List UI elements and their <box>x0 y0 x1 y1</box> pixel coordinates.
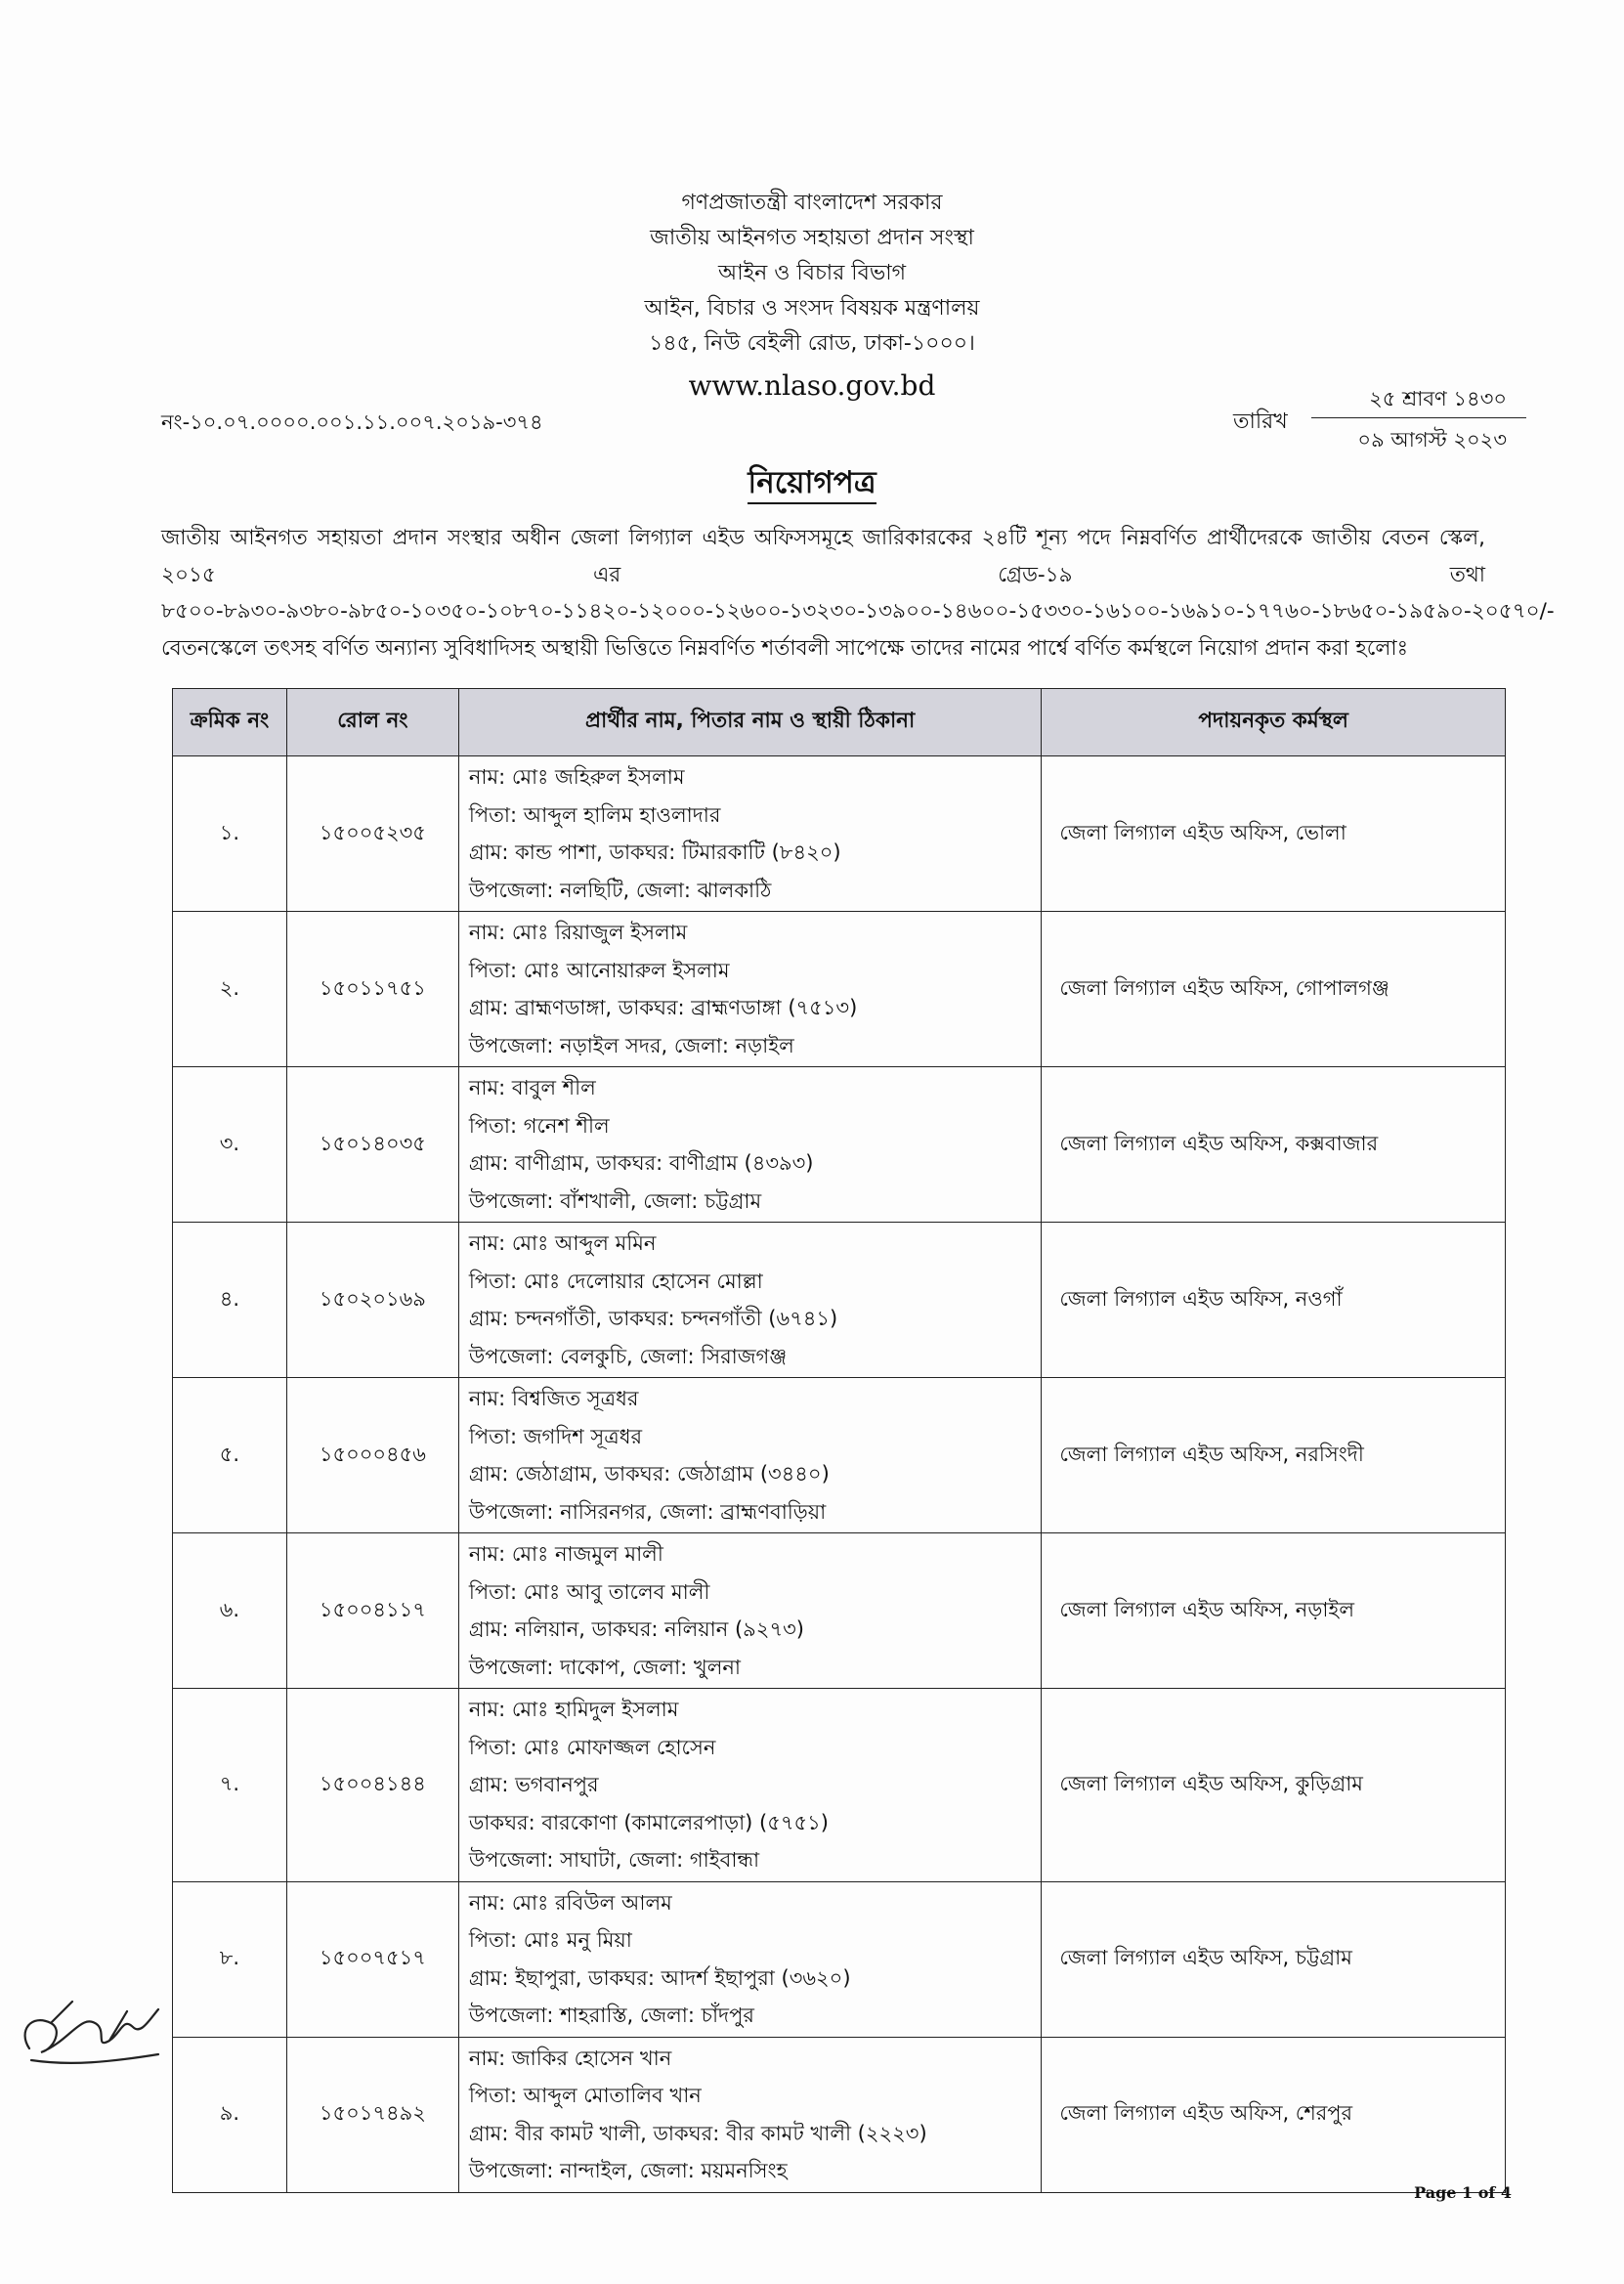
table-row <box>173 1533 1506 1689</box>
table-row <box>173 1881 1506 2037</box>
upazila-district: উপজেলা: সাঘাটা, জেলা: গাইবান্ধা <box>468 1848 760 1872</box>
serial-cell: ৮. <box>173 1881 287 2037</box>
upazila-district: উপজেলা: শাহরাস্তি, জেলা: চাঁদপুর <box>468 2004 754 2027</box>
serial-cell: ৯. <box>173 2037 287 2192</box>
table-row <box>173 2037 1506 2192</box>
father-name: পিতা: মোঃ মনু মিয়া <box>468 1928 632 1952</box>
letterhead <box>0 186 1624 409</box>
candidate-name: নাম: মোঃ হামিদুল ইসলাম <box>468 1698 679 1721</box>
header-candidate-details: প্রার্থীর নাম, পিতার নাম ও স্থায়ী ঠিকানা <box>458 689 1042 756</box>
upazila-district: উপজেলা: বেলকুচি, জেলা: সিরাজগঞ্জ <box>468 1344 788 1368</box>
upazila-district: উপজেলা: নলছিটি, জেলা: ঝালকাঠি <box>468 878 772 902</box>
village-post: গ্রাম: বাণীগ্রাম, ডাকঘর: বাণীগ্রাম (৪৩৯৩) <box>468 1151 814 1175</box>
upazila-district: উপজেলা: নান্দাইল, জেলা: ময়মনসিংহ <box>468 2159 788 2182</box>
village-post: গ্রাম: নলিয়ান, ডাকঘর: নলিয়ান (৯২৭৩) <box>468 1617 804 1641</box>
serial-cell: ৩. <box>173 1067 287 1223</box>
posting-cell: জেলা লিগ্যাল এইড অফিস, নরসিংদী <box>1042 1378 1506 1533</box>
candidate-details-cell <box>458 912 1042 1067</box>
candidate-details-cell <box>458 1881 1042 2037</box>
header-line-organization: জাতীয় আইনগত সহায়তা প্রদান সংস্থা <box>650 226 974 250</box>
memo-number: নং-১০.০৭.০০০০.০০১.১১.০০৭.২০১৯-৩৭৪ <box>161 410 543 434</box>
date-divider <box>1311 417 1526 418</box>
village-post: গ্রাম: চন্দনগাঁতী, ডাকঘর: চন্দনগাঁতী (৬৭৪১) <box>468 1307 838 1330</box>
table-row <box>173 1378 1506 1533</box>
intro-paragraph: জাতীয় আইনগত সহায়তা প্রদান সংস্থার অধীন জেলা লিগ্যাল এইড অফিসসমূহে জারিকারকের ২৪টি শূন্য পদে নিম্নবর্ণিত প্রার্থীদেরকে জাতীয় বেতন স্কেল, ২০১৫ এর গ্রেড-১৯ তথা ৮৫০০-৮৯৩০-৯৩৮০-৯৮৫০-১০৩৫০-১০৮৭০-১১৪২০-১২০০০-১২৬০০-১৩২৩০-১৩৯০০-১৪৬০০-১৫৩৩০-১৬১০০-১৬৯১০-১৭৭৬০-১৮৬৫০-১৯৫৯০-২০৫৭০/- বেতনস্কেলে তৎসহ বর্ণিত অন্যান্য সুবিধাদিসহ অস্থায়ী ভিত্তিতে নিম্নবর্ণিত শর্তাবলী সাপেক্ষে তাদের নামের পার্শ্বে বর্ণিত কর্মস্থলে নিয়োগ প্রদান করা হলোঃ <box>161 526 1555 661</box>
table-row <box>173 912 1506 1067</box>
roll-cell: ১৫০১১৭৫১ <box>286 912 458 1067</box>
candidate-name: নাম: বাবুল শীল <box>468 1076 596 1099</box>
serial-cell: ৪. <box>173 1223 287 1378</box>
candidate-details-cell <box>458 2037 1042 2192</box>
candidate-name: নাম: মোঃ আব্দুল মমিন <box>468 1231 657 1255</box>
serial-cell: ১. <box>173 756 287 912</box>
table-row <box>173 1223 1506 1378</box>
serial-cell: ২. <box>173 912 287 1067</box>
posting-cell: জেলা লিগ্যাল এইড অফিস, ভোলা <box>1042 756 1506 912</box>
father-name: পিতা: আব্দুল মোতালিব খান <box>468 2084 702 2107</box>
roll-cell: ১৫০০৫২৩৫ <box>286 756 458 912</box>
candidate-details-cell <box>458 1533 1042 1689</box>
date-label: তারিখ <box>1233 409 1288 434</box>
document-title <box>0 459 1624 510</box>
village-post: গ্রাম: কান্ড পাশা, ডাকঘর: টিমারকাটি (৮৪২০) <box>468 840 841 864</box>
upazila-district: উপজেলা: নড়াইল সদর, জেলা: নড়াইল <box>468 1033 794 1057</box>
candidate-details-cell <box>458 1689 1042 1882</box>
roll-cell: ১৫০০৭৫১৭ <box>286 1881 458 2037</box>
posting-cell: জেলা লিগ্যাল এইড অফিস, কুড়িগ্রাম <box>1042 1689 1506 1882</box>
roll-cell: ১৫০১৪০৩৫ <box>286 1067 458 1223</box>
header-website: www.nlaso.gov.bd <box>688 369 936 402</box>
posting-cell: জেলা লিগ্যাল এইড অফিস, নওগাঁ <box>1042 1223 1506 1378</box>
village-post: গ্রাম: ইছাপুরা, ডাকঘর: আদর্শ ইছাপুরা (৩৬২০) <box>468 1965 851 1990</box>
posting-cell: জেলা লিগ্যাল এইড অফিস, চট্টগ্রাম <box>1042 1881 1506 2037</box>
table-row <box>173 1067 1506 1223</box>
candidate-name: নাম: জাকির হোসেন খান <box>468 2046 672 2070</box>
handwritten-signature <box>12 1972 178 2080</box>
posting-cell: জেলা লিগ্যাল এইড অফিস, শেরপুর <box>1042 2037 1506 2192</box>
roll-cell: ১৫০১৭৪৯২ <box>286 2037 458 2192</box>
candidate-details-cell <box>458 1378 1042 1533</box>
father-name: পিতা: জগদিশ সূত্রধর <box>468 1424 643 1448</box>
table-row <box>173 756 1506 912</box>
candidate-name: নাম: মোঃ রিয়াজুল ইসলাম <box>468 921 688 944</box>
date-bangla: ২৫ শ্রাবণ ১৪৩০ <box>1369 387 1507 410</box>
candidate-name: নাম: মোঃ নাজমুল মালী <box>468 1542 663 1566</box>
roll-cell: ১৫০০৪১১৭ <box>286 1533 458 1689</box>
candidate-details-cell <box>458 1223 1042 1378</box>
father-name: পিতা: গনেশ শীল <box>468 1113 610 1138</box>
posting-cell: জেলা লিগ্যাল এইড অফিস, গোপালগঞ্জ <box>1042 912 1506 1067</box>
roll-cell: ১৫০০০৪৫৬ <box>286 1378 458 1533</box>
village-post: গ্রাম: ব্রাহ্মণডাঙ্গা, ডাকঘর: ব্রাহ্মণডাঙ্গা (৭৫১৩) <box>468 996 858 1019</box>
document-title-text: নিয়োগপত্র <box>748 465 876 504</box>
village-post: গ্রাম: জেঠাগ্রাম, ডাকঘর: জেঠাগ্রাম (৩৪৪০) <box>468 1462 830 1486</box>
header-line-ministry: আইন, বিচার ও সংসদ বিষয়ক মন্ত্রণালয় <box>644 296 980 321</box>
candidate-name: নাম: মোঃ রবিউল আলম <box>468 1890 672 1915</box>
father-name: পিতা: আব্দুল হালিম হাওলাদার <box>468 802 721 827</box>
date-english: ০৯ আগস্ট ২০২৩ <box>1357 428 1507 452</box>
header-line-government: গণপ্রজাতন্ত্রী বাংলাদেশ সরকার <box>681 191 943 215</box>
village-post: গ্রাম: বীর কামট খালী, ডাকঘর: বীর কামট খালী (২২২৩) <box>468 2121 927 2145</box>
candidate-name: নাম: মোঃ জহিরুল ইসলাম <box>468 765 685 789</box>
post-office: ডাকঘর: বারকোণা (কামালেরপাড়া) (৫৭৫১) <box>468 1810 829 1834</box>
village: গ্রাম: ভগবানপুর <box>468 1773 599 1796</box>
serial-cell: ৫. <box>173 1378 287 1533</box>
candidate-details-cell <box>458 1067 1042 1223</box>
appointment-table <box>172 688 1506 2193</box>
upazila-district: উপজেলা: বাঁশখালী, জেলা: চট্টগ্রাম <box>468 1188 762 1213</box>
page-number: Page 1 of 4 <box>1414 2183 1512 2202</box>
upazila-district: উপজেলা: দাকোপ, জেলা: খুলনা <box>468 1655 741 1679</box>
table-row <box>173 1689 1506 1882</box>
header-line-address: ১৪৫, নিউ বেইলী রোড, ঢাকা-১০০০। <box>649 331 975 356</box>
candidate-name: নাম: বিশ্বজিত সূত্রধর <box>468 1387 639 1410</box>
header-roll: রোল নং <box>286 689 458 756</box>
posting-cell: জেলা লিগ্যাল এইড অফিস, নড়াইল <box>1042 1533 1506 1689</box>
posting-cell: জেলা লিগ্যাল এইড অফিস, কক্সবাজার <box>1042 1067 1506 1223</box>
table-header-row <box>173 689 1506 756</box>
roll-cell: ১৫০২০১৬৯ <box>286 1223 458 1378</box>
date-block <box>1233 383 1526 461</box>
upazila-district: উপজেলা: নাসিরনগর, জেলা: ব্রাহ্মণবাড়িয়া <box>468 1499 827 1524</box>
header-posting: পদায়নকৃত কর্মস্থল <box>1042 689 1506 756</box>
father-name: পিতা: মোঃ আবু তালেব মালী <box>468 1579 710 1604</box>
serial-cell: ৭. <box>173 1689 287 1882</box>
candidate-details-cell <box>458 756 1042 912</box>
father-name: পিতা: মোঃ আনোয়ারুল ইসলাম <box>468 958 730 982</box>
header-line-division: আইন ও বিচার বিভাগ <box>717 261 907 285</box>
father-name: পিতা: মোঃ দেলোয়ার হোসেন মোল্লা <box>468 1269 763 1293</box>
father-name: পিতা: মোঃ মোফাজ্জল হোসেন <box>468 1735 716 1759</box>
roll-cell: ১৫০০৪১৪৪ <box>286 1689 458 1882</box>
header-serial: ক্রমিক নং <box>173 689 287 756</box>
serial-cell: ৬. <box>173 1533 287 1689</box>
